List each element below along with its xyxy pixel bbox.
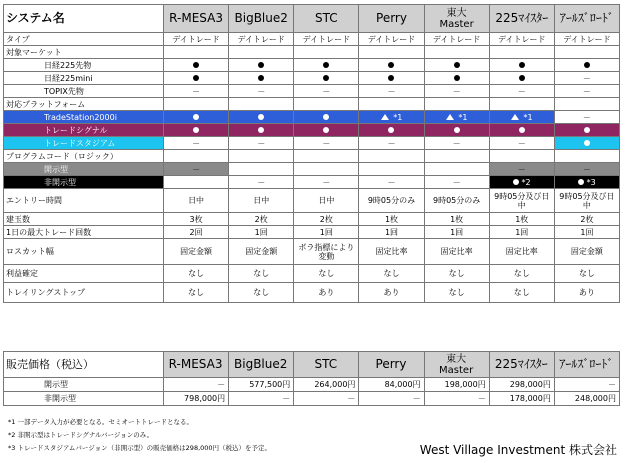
cell: －: [229, 137, 294, 150]
cell: [424, 111, 489, 124]
cell: [359, 111, 424, 124]
price-cell: 264,000円: [294, 378, 359, 392]
row-label-signal: トレードシグナル: [4, 124, 164, 137]
cell: 固定金額: [229, 239, 294, 265]
filled-circle-icon: [258, 62, 264, 68]
price-system-perry: Perry: [359, 352, 424, 378]
row-label-nikkei225mini: 日経225mini: [4, 72, 164, 85]
cell: －: [489, 163, 554, 176]
cell: [489, 176, 554, 189]
cell: ボラ指標により変動: [294, 239, 359, 265]
cell: －: [164, 163, 229, 176]
cell: [359, 72, 424, 85]
price-cell: 84,000円: [359, 378, 424, 392]
cell: [554, 137, 619, 150]
footnote-ref: *2: [518, 177, 531, 187]
cell: [554, 176, 619, 189]
cell: 固定比率: [359, 239, 424, 265]
cell: あり: [294, 283, 359, 303]
cell: －: [554, 111, 619, 124]
price-cell: 178,000円: [489, 392, 554, 406]
cell: －: [424, 176, 489, 189]
white-circle-icon: [258, 166, 264, 172]
cell: デイトレード: [359, 33, 424, 46]
cell: 固定金額: [554, 239, 619, 265]
row-label-platform: 対応プラットフォーム: [4, 98, 164, 111]
filled-circle-icon: [193, 62, 199, 68]
cell: [294, 111, 359, 124]
price-cell: －: [294, 392, 359, 406]
white-circle-icon: [193, 114, 199, 120]
cell: [359, 163, 424, 176]
price-label-open: 開示型: [4, 378, 164, 392]
cell: [489, 59, 554, 72]
cell: デイトレード: [294, 33, 359, 46]
price-system-earls-road: ｱｰﾙｽﾞﾛｰﾄﾞ: [554, 352, 619, 378]
cell: なし: [164, 283, 229, 303]
cell: －: [164, 137, 229, 150]
system-earls-road: ｱｰﾙｽﾞﾛｰﾄﾞ: [554, 5, 619, 33]
cell: デイトレード: [164, 33, 229, 46]
company-name: West Village Investment 株式会社: [419, 443, 617, 457]
cell: [229, 111, 294, 124]
white-circle-icon: [388, 166, 394, 172]
footnote-ref: *1: [390, 112, 403, 122]
cell: なし: [229, 265, 294, 283]
cell: なし: [489, 265, 554, 283]
cell: －: [424, 85, 489, 98]
row-label-stadium: トレードスタジアム: [4, 137, 164, 150]
white-circle-icon: [323, 114, 329, 120]
cell: 9時05分のみ: [424, 189, 489, 213]
system-todai-master: 東大 Master: [424, 5, 489, 33]
cell: －: [359, 176, 424, 189]
white-circle-icon: [388, 127, 394, 133]
cell: [359, 59, 424, 72]
white-circle-icon: [258, 114, 264, 120]
row-label-nikkei225: 日経225先物: [4, 59, 164, 72]
cell: 1回: [359, 226, 424, 239]
white-circle-icon: [454, 127, 460, 133]
price-cell: 198,000円: [424, 378, 489, 392]
white-circle-icon: [258, 127, 264, 133]
price-table: [3, 351, 620, 406]
cell: なし: [229, 283, 294, 303]
cell: －: [554, 72, 619, 85]
price-system-rmesa3: R-MESA3: [164, 352, 229, 378]
cell: [164, 72, 229, 85]
cell: 1回: [229, 226, 294, 239]
cell: なし: [424, 283, 489, 303]
row-label-market: 対象マーケット: [4, 46, 164, 59]
cell: －: [554, 85, 619, 98]
white-circle-icon: [323, 127, 329, 133]
row-label-program: プログラムコード（ロジック）: [4, 150, 164, 163]
cell: デイトレード: [489, 33, 554, 46]
cell: 2枚: [294, 213, 359, 226]
filled-circle-icon: [388, 62, 394, 68]
cell: －: [359, 137, 424, 150]
cell: 固定金額: [164, 239, 229, 265]
cell: [294, 72, 359, 85]
cell: 固定比率: [489, 239, 554, 265]
price-system-225-meister: 225ﾏｲｽﾀｰ: [489, 352, 554, 378]
cell: [164, 176, 229, 189]
cell: あり: [359, 283, 424, 303]
cell: [424, 124, 489, 137]
cell: 2枚: [229, 213, 294, 226]
system-rmesa3: R-MESA3: [164, 5, 229, 33]
cell: なし: [424, 265, 489, 283]
cell: [229, 163, 294, 176]
row-label-open: 開示型: [4, 163, 164, 176]
cell: 9時05分及び日中: [489, 189, 554, 213]
filled-circle-icon: [193, 75, 199, 81]
cell: [229, 124, 294, 137]
price-cell: －: [424, 392, 489, 406]
row-label-max-trades: 1日の最大トレード回数: [4, 226, 164, 239]
cell: －: [294, 85, 359, 98]
price-cell: －: [554, 378, 619, 392]
price-cell: 248,000円: [554, 392, 619, 406]
cell: なし: [359, 265, 424, 283]
cell: [489, 72, 554, 85]
row-label-losscut: ロスカット幅: [4, 239, 164, 265]
cell: 1回: [424, 226, 489, 239]
price-label-closed: 非開示型: [4, 392, 164, 406]
cell: －: [229, 85, 294, 98]
cell: [424, 163, 489, 176]
cell: [424, 59, 489, 72]
cell: 固定比率: [424, 239, 489, 265]
system-name-header: システム名: [4, 5, 164, 33]
cell: デイトレード: [229, 33, 294, 46]
price-cell: －: [229, 392, 294, 406]
filled-circle-icon: [258, 75, 264, 81]
cell: [164, 111, 229, 124]
price-system-bigblue2: BigBlue2: [229, 352, 294, 378]
cell: デイトレード: [554, 33, 619, 46]
system-stc: STC: [294, 5, 359, 33]
cell: なし: [489, 283, 554, 303]
white-circle-icon: [584, 127, 590, 133]
price-cell: －: [164, 378, 229, 392]
filled-circle-icon: [454, 62, 460, 68]
triangle-icon: [381, 114, 389, 120]
cell: 2枚: [554, 213, 619, 226]
white-circle-icon: [323, 166, 329, 172]
price-cell: －: [359, 392, 424, 406]
filled-circle-icon: [323, 75, 329, 81]
white-circle-icon: [454, 166, 460, 172]
cell: なし: [164, 265, 229, 283]
system-bigblue2: BigBlue2: [229, 5, 294, 33]
cell: －: [554, 163, 619, 176]
price-cell: 577,500円: [229, 378, 294, 392]
cell: －: [489, 85, 554, 98]
price-system-stc: STC: [294, 352, 359, 378]
system-225-meister: 225ﾏｲｽﾀｰ: [489, 5, 554, 33]
cell: 1枚: [489, 213, 554, 226]
cell: －: [294, 176, 359, 189]
cell: 2回: [164, 226, 229, 239]
comparison-table: [3, 4, 620, 303]
cell: －: [424, 137, 489, 150]
row-label-profit: 利益確定: [4, 265, 164, 283]
cell: [554, 59, 619, 72]
row-label-type: タイプ: [4, 33, 164, 46]
cell: －: [164, 85, 229, 98]
price-system-todai-master: 東大 Master: [424, 352, 489, 378]
triangle-icon: [511, 114, 519, 120]
cell: 3枚: [164, 213, 229, 226]
cell: [229, 72, 294, 85]
filled-circle-icon: [388, 75, 394, 81]
cell: [294, 124, 359, 137]
cell: なし: [554, 265, 619, 283]
cell: [294, 163, 359, 176]
cell: デイトレード: [424, 33, 489, 46]
white-circle-icon: [519, 127, 525, 133]
white-circle-icon: [193, 179, 199, 185]
system-perry: Perry: [359, 5, 424, 33]
cell: 1枚: [424, 213, 489, 226]
triangle-icon: [446, 114, 454, 120]
cell: [294, 59, 359, 72]
footnote-ref: *1: [520, 112, 533, 122]
row-label-tradestation: TradeStation2000i: [4, 111, 164, 124]
footnote-ref: *1: [455, 112, 468, 122]
filled-circle-icon: [323, 62, 329, 68]
row-label-contracts: 建玉数: [4, 213, 164, 226]
cell: [489, 111, 554, 124]
cell: 日中: [294, 189, 359, 213]
cell: [359, 124, 424, 137]
footnotes: [8, 418, 271, 452]
cell: 9時05分のみ: [359, 189, 424, 213]
cell: －: [359, 85, 424, 98]
cell: －: [294, 137, 359, 150]
cell: [554, 124, 619, 137]
footnote-ref: *3: [584, 177, 596, 187]
cell: あり: [554, 283, 619, 303]
filled-circle-icon: [454, 75, 460, 81]
footnote-2: *2 非開示型はトレードシグナルバージョンのみ。: [8, 431, 154, 439]
cell: [164, 124, 229, 137]
cell: [164, 59, 229, 72]
row-label-trailing: トレイリングストップ: [4, 283, 164, 303]
cell: なし: [294, 265, 359, 283]
price-cell: 798,000円: [164, 392, 229, 406]
cell: 1回: [489, 226, 554, 239]
cell: 9時05分及び日中: [554, 189, 619, 213]
footnote-1: *1 一部データ入力が必要となる。セミオートトレードとなる。: [8, 418, 193, 426]
filled-circle-icon: [519, 62, 525, 68]
white-circle-icon: [584, 140, 590, 146]
footnote-3: *3 トレードスタジアムバージョン（非開示型）の販売価格は298,000円（税込）を予定。: [8, 444, 272, 452]
cell: 日中: [164, 189, 229, 213]
price-cell: 298,000円: [489, 378, 554, 392]
cell: [229, 59, 294, 72]
cell: [424, 72, 489, 85]
cell: 1回: [294, 226, 359, 239]
cell: 日中: [229, 189, 294, 213]
row-label-entry: エントリー時間: [4, 189, 164, 213]
price-header: 販売価格（税込）: [4, 352, 164, 378]
filled-circle-icon: [519, 75, 525, 81]
row-label-closed: 非開示型: [4, 176, 164, 189]
cell: 1枚: [359, 213, 424, 226]
cell: 1回: [554, 226, 619, 239]
cell: [489, 124, 554, 137]
filled-circle-icon: [584, 62, 590, 68]
cell: －: [229, 176, 294, 189]
row-label-topix: TOPIX先物: [4, 85, 164, 98]
cell: －: [489, 137, 554, 150]
white-circle-icon: [193, 127, 199, 133]
